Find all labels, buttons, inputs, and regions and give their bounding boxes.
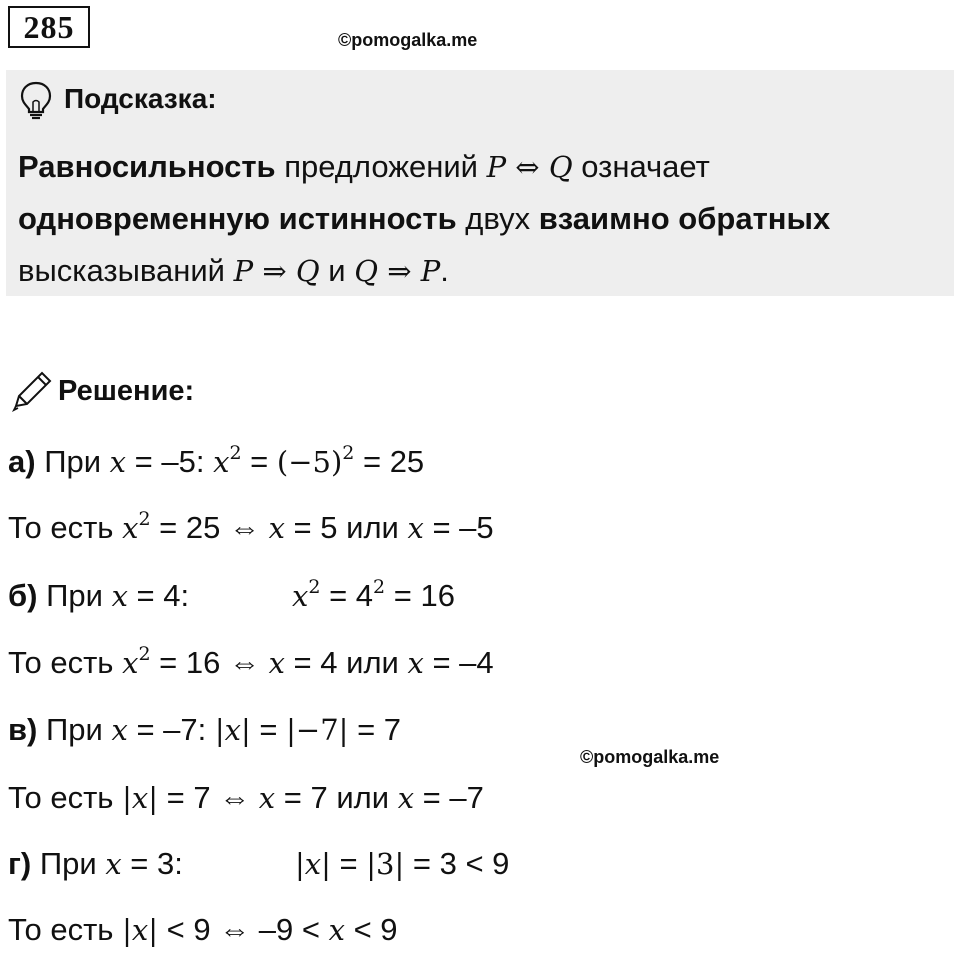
solution-title: Решение: [58, 375, 195, 407]
solution-v-line-2 [8, 782, 484, 813]
solution-a-line-1 [8, 442, 425, 479]
hint-line-3 [18, 255, 449, 286]
math-q: Q [295, 254, 320, 288]
math-x: x [224, 713, 242, 747]
text: = 4 [284, 645, 338, 680]
math-x: x [304, 847, 322, 881]
exponent: 2 [138, 508, 151, 530]
pencil-icon [10, 370, 54, 412]
text: = –7 [414, 780, 484, 815]
exponent: 2 [138, 643, 151, 665]
math-x: x [268, 511, 285, 545]
text: < 9 [344, 912, 398, 947]
text: = –4 [423, 645, 494, 680]
abs-bar: | [122, 781, 132, 815]
exponent: 2 [342, 442, 355, 464]
text: При [37, 578, 112, 613]
text: = [250, 712, 287, 747]
text: При [37, 712, 112, 747]
watermark-top: ©pomogalka.me [338, 30, 478, 50]
text: = 4: [127, 578, 190, 613]
solution-b-line-2 [8, 643, 494, 680]
math-p: P [486, 150, 507, 184]
math-p: P [233, 254, 254, 288]
math-abs: |3| [366, 847, 405, 881]
text: = 3: [121, 846, 183, 881]
solution-g-line-2 [8, 914, 398, 945]
math-x: x [131, 913, 149, 947]
label-v: в) [8, 712, 38, 747]
math-x: x [105, 847, 122, 881]
label-a: а) [8, 444, 36, 479]
text: То есть [8, 780, 123, 815]
math-q: Q [548, 150, 573, 184]
abs-bar: | [122, 913, 132, 947]
text: При [31, 846, 106, 881]
math-x: x [258, 781, 276, 815]
text: = –7: [127, 712, 207, 747]
lightbulb-icon [18, 80, 54, 120]
text: = [241, 444, 277, 479]
text: или [327, 780, 398, 815]
exponent: 2 [308, 576, 321, 598]
text: = 25 ⇔ [150, 510, 269, 545]
math-x: x [292, 579, 309, 613]
math-x: x [268, 646, 285, 680]
text: = [320, 578, 356, 613]
text: или [337, 510, 408, 545]
label-b: б) [8, 578, 38, 613]
math-abs: |−7| [286, 713, 349, 747]
text: = 5 [284, 510, 338, 545]
problem-number: 285 [8, 6, 90, 48]
implies-symbol: ⇒ [253, 254, 296, 288]
exponent: 2 [229, 442, 242, 464]
text: означает [572, 149, 710, 184]
text: = 7 [275, 780, 328, 815]
solution-g-line-1-calc [295, 848, 509, 879]
math-paren: (−5) [276, 445, 343, 479]
math-x: x [407, 511, 424, 545]
math-x: x [109, 445, 127, 479]
hint-line-2 [18, 203, 830, 234]
text: 4 [355, 578, 374, 613]
label-g: г) [8, 846, 32, 881]
text: То есть [8, 510, 123, 545]
text: При [35, 444, 110, 479]
text: = 3 < 9 [404, 846, 510, 881]
text: = –5: [126, 444, 205, 479]
text: . [440, 253, 449, 288]
abs-bar: | [148, 781, 158, 815]
math-p: P [420, 254, 441, 288]
text: и [319, 253, 355, 288]
exponent: 2 [373, 576, 386, 598]
math-x: x [328, 913, 345, 947]
abs-bar: | [214, 713, 225, 747]
abs-bar: | [295, 847, 305, 881]
text: = 7 [348, 712, 402, 747]
solution-b-line-1-calc [292, 576, 455, 613]
math-x: x [131, 781, 149, 815]
term-simultaneous-truth: одновременную истинность [18, 201, 457, 236]
text: = [330, 846, 367, 881]
text: предложений [275, 149, 487, 184]
text: = 25 [354, 444, 425, 479]
text: < 9 ⇔ –9 < [158, 912, 329, 947]
text: То есть [8, 645, 123, 680]
abs-bar: | [241, 713, 251, 747]
math-x: x [213, 445, 230, 479]
text: = 7 ⇔ [158, 780, 259, 815]
solution-b-line-1 [8, 580, 189, 611]
solution-v-line-1 [8, 714, 401, 745]
term-converse: взаимно обратных [538, 201, 831, 236]
implies-symbol: ⇒ [377, 254, 421, 288]
iff-symbol: ⇔ [506, 150, 549, 184]
abs-bar: | [148, 913, 158, 947]
math-x: x [122, 511, 139, 545]
hint-title: Подсказка: [64, 83, 217, 114]
hint-line-1 [18, 151, 710, 182]
math-x: x [397, 781, 415, 815]
math-x: x [122, 646, 139, 680]
text: или [337, 645, 408, 680]
text: двух [456, 201, 539, 236]
text: = –5 [423, 510, 494, 545]
math-q: Q [354, 254, 378, 288]
solution-g-line-1 [8, 848, 183, 879]
text: = 16 ⇔ [150, 645, 269, 680]
term-equivalence: Равносильность [18, 149, 276, 184]
watermark-middle: ©pomogalka.me [580, 747, 720, 767]
solution-a-line-2 [8, 508, 494, 545]
text: высказываний [18, 253, 234, 288]
math-x: x [407, 646, 424, 680]
abs-bar: | [321, 847, 331, 881]
math-x: x [111, 579, 128, 613]
text: = 16 [385, 578, 455, 613]
math-x: x [111, 713, 128, 747]
text: То есть [8, 912, 123, 947]
